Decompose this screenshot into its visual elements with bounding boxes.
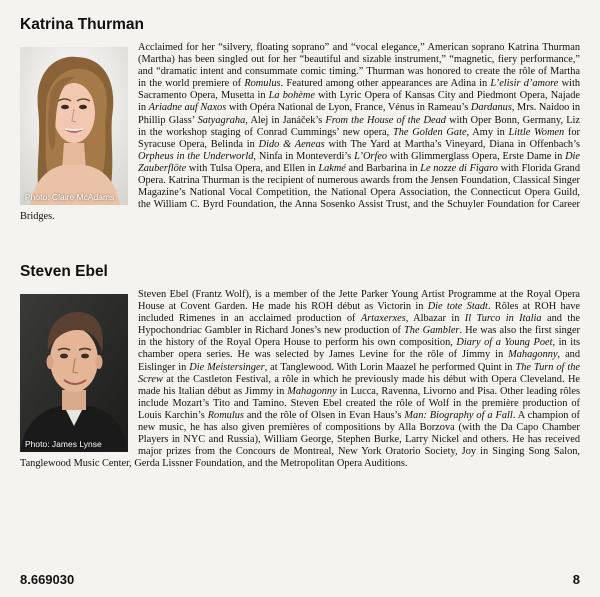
work-title: Artaxerxes xyxy=(360,313,406,325)
portrait-image xyxy=(20,294,128,452)
artist-name: Katrina Thurman xyxy=(20,16,145,33)
bio-text: and Barbarina in xyxy=(345,162,421,174)
bio-text: in Lucca, Ravenna, Livorno and Pisa. Other leading rôles include Mozart’s Tito and Tamino. Steven Ebel created the rôle of Wolf in the première production of Louis Karchin’s xyxy=(138,385,580,421)
work-title: L’elisir d’amore xyxy=(490,78,559,90)
work-title: La bohème xyxy=(268,90,315,102)
work-title: Die Meistersinger xyxy=(189,361,265,373)
work-title: Little Women xyxy=(508,126,565,138)
bio-text: for Syracuse Opera, Belinda in xyxy=(138,126,580,150)
page-number: 8 xyxy=(572,572,580,587)
bio-section-thurman xyxy=(20,16,580,223)
portrait-image xyxy=(20,47,128,205)
bio-text: , Alej in Janáček’s xyxy=(245,114,326,126)
work-title: Dardanus xyxy=(470,102,512,114)
bio-text: with Sacramento Opera, Musetta in xyxy=(138,78,580,102)
bio-text: Acclaimed for her “silvery, floating soprano” and “vocal elegance,” American soprano Katrina Thurman (Martha) has been singled out for her “beautiful and sizable instrument,” “magnetic, fiery performance,” and “dramatic intent and consummate comic timing.” Thurman was honored to create the rôle of Martha in the world premiere of xyxy=(138,42,580,90)
bio-text: , Albazar in xyxy=(405,313,465,325)
bio-text: , Mrs. Naidoo in Phillip Glass’ xyxy=(138,102,580,126)
work-title: The Golden Gate xyxy=(392,126,467,138)
bio-text: . Rôles at ROH have included Rimenes in an acclaimed production of xyxy=(138,301,580,325)
work-title: Mahagonny xyxy=(508,349,558,361)
work-title: Lakmé xyxy=(318,162,346,174)
work-title: Die Zauberflöte xyxy=(138,150,581,174)
work-title: The Gambler xyxy=(404,325,460,337)
work-title: Romulus xyxy=(244,78,281,90)
work-title: Diary of a Young Poet xyxy=(456,337,553,349)
bio-text: with Lyric Opera of Kansas City and Piedmont Opera, Najade in xyxy=(138,90,580,114)
photo-credit: Photo: James Lynse xyxy=(25,439,102,449)
bio-text: . A champion of new music, he has also given premières of compositions by Alla Borzova (with the Da Capo Chamber Players in NYC and Russia), William George, Stephen Burke, Larry Nickel and others. He has received major prizes from the Concours de Montreal, New York Oratorio Society, Joy in Singing Song Salon, Tanglewood Music Center, Gerda Lissner Foundation, and the Metropolitan Opera Auditions. xyxy=(20,409,580,470)
artist-photo xyxy=(20,47,128,205)
bio-text: with Glimmerglass Opera, Erste Dame in xyxy=(387,150,566,162)
artist-name: Steven Ebel xyxy=(20,263,108,280)
work-title: Romulus xyxy=(207,409,244,421)
work-title: Man: Biography of a Fall xyxy=(404,409,513,421)
bio-text: Steven Ebel (Frantz Wolf), is a member of the Jette Parker Young Artist Programme at the Royal Opera House at Covent Garden. He made his ROH début as Victorin in xyxy=(138,289,580,313)
bio-text: . He was also the first singer in the history of the Royal Opera House to perform his own composition, xyxy=(138,325,580,349)
bio-section-ebel xyxy=(20,263,580,470)
work-title: The Turn of the Screw xyxy=(138,361,581,385)
photo-credit: Photo: Claire McAdams xyxy=(25,192,115,202)
bio-text: , Ninfa in Monteverdi’s xyxy=(253,150,355,162)
work-title: Il Turco in Italia xyxy=(464,313,542,325)
work-title: L’Orfeo xyxy=(354,150,388,162)
work-title: Satyagraha xyxy=(197,114,246,126)
work-title: Le nozze di Figaro xyxy=(420,162,498,174)
bio-text: with The Yard at Martha’s Vineyard, Diana in Offenbach’s xyxy=(324,138,581,150)
bio-text: with Oper Bonn, Germany, Liz in the workshop staging of Conrad Cummings’ new opera, xyxy=(138,114,581,138)
work-title: Ariadne auf Naxos xyxy=(148,102,227,114)
bio-text: , at Tanglewood. With Lorin Maazel he performed Quint in xyxy=(264,361,516,373)
bio-text: and the rôle of Olsen in Evan Haus’s xyxy=(243,409,405,421)
bio-text: , Amy in xyxy=(466,126,509,138)
work-title: Dido & Aeneas xyxy=(258,138,325,150)
bio-text: , in its chamber opera series. He was selected by James Levine for the rôle of Jimmy in xyxy=(138,337,581,361)
bio-text: . Featured among other appearances are Adina in xyxy=(280,78,491,90)
artist-photo xyxy=(20,294,128,452)
work-title: Mahagonny xyxy=(287,385,337,397)
bio-text: and the Hypochondriac Gambler in Richard Jones’s new production of xyxy=(138,313,581,337)
bio-text: with Florida Grand Opera. Katrina Thurman is the recipient of numerous awards from the Jensen Foundation, Classical Singer Magazine’s National Vocal Competition, the National Opera Association, the Connecticut Opera Guild, the William C. Byrd Foundation, the Anna Sosenko Assist Trust, and the Schuyler Foundation for Career Bridges. xyxy=(20,162,580,223)
work-title: From the House of the Dead xyxy=(325,114,446,126)
bio-text: , and Eislinger in xyxy=(138,349,581,373)
bio-text: at the Castleton Festival, a rôle in which he previously made his début with Opera Cleveland. He made his Italian début as Jimmy in xyxy=(138,373,580,397)
catalog-number: 8.669030 xyxy=(20,572,75,587)
bio-text: with Tulsa Opera, and Ellen in xyxy=(186,162,319,174)
work-title: Orpheus in the Underworld xyxy=(138,150,254,162)
work-title: Die tote Stadt xyxy=(427,301,488,313)
bio-text: with Opéra National de Lyon, France, Vénus in Rameau’s xyxy=(226,102,471,114)
